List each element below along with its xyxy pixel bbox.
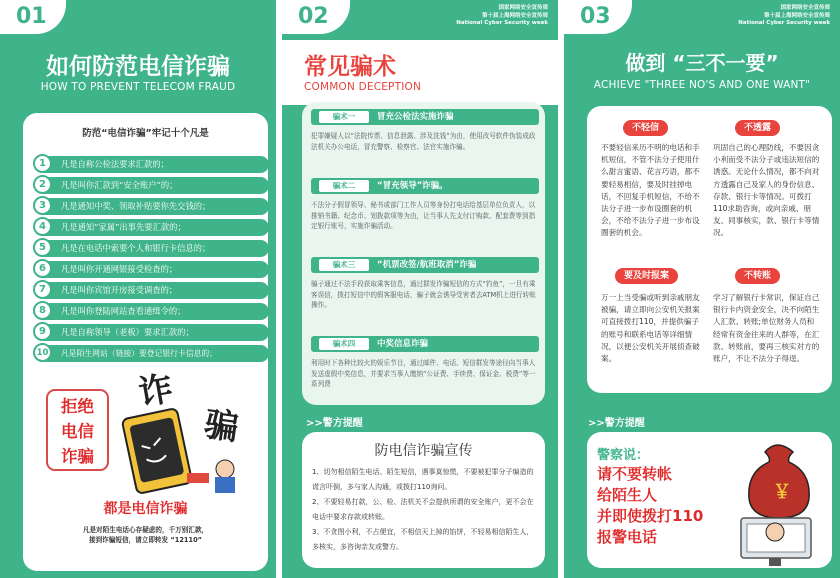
monitor-stand-icon <box>769 558 781 566</box>
fraud-phone-cartoon <box>113 365 263 495</box>
item-number: 8 <box>33 301 52 320</box>
scam-title: “冒充领导”诈骗。 <box>377 181 448 191</box>
organizer-text <box>738 5 830 28</box>
list-item <box>35 303 269 320</box>
item-text: 凡是通知“家属”出事先要汇款的； <box>61 222 186 232</box>
panel-subtitle: HOW TO PREVENT TELECOM FRAUD <box>40 81 236 93</box>
police-line: 报警电话 <box>597 528 658 546</box>
list-item <box>35 345 269 362</box>
list-item <box>35 177 269 194</box>
scam-label <box>311 336 539 352</box>
promo-item: 2、不要轻易打款，公、检、法机关不会提供所谓的安全账户，更不会在电话中要求存款或转账。 <box>312 498 534 521</box>
badge-dont-transfer: 不转账 <box>735 268 780 284</box>
panel-number: 03 <box>564 0 632 34</box>
list-item <box>35 261 269 278</box>
scam-title: “机票改签/航班取消”诈骗 <box>377 260 477 270</box>
panel-how-to-prevent <box>0 0 276 578</box>
item-number: 9 <box>33 322 52 341</box>
panel-title: 做到 “三不一要” <box>625 51 779 75</box>
refuse-fraud-box <box>46 389 109 471</box>
list-item <box>35 240 269 257</box>
scam-desc: 犯罪嫌疑人以“法院传票、信息泄露、涉及洗钱”为由，使用改号软件伪装成政法机关办公电话，冒充警察、检察官、法官实施诈骗。 <box>311 132 536 151</box>
scam-label <box>311 257 539 273</box>
item-number: 6 <box>33 259 52 278</box>
dont-transfer-text: 学习了解银行卡常识，保证自己银行卡内资金安全，决不向陌生人汇款、转账;单位财务人员和经常有资金往来的人群等，在汇款、转账前，要再三核实对方的账户，不让不法分子得逞。 <box>713 293 820 364</box>
cartoon-char-zha: 诈 <box>135 368 177 414</box>
org-line: 第十届上海网络安全宣传周 <box>481 12 548 19</box>
org-line: National Cyber Security week <box>738 20 830 26</box>
money-bag-symbol: ￥ <box>773 482 791 503</box>
three-nos-card <box>587 106 832 393</box>
thief-money-bag-cartoon <box>735 432 831 568</box>
item-number: 1 <box>33 154 52 173</box>
police-remind-heading: >>警方提醒 <box>306 418 363 429</box>
promo-item: 3、不贪图小利，不占便宜，不相信天上掉的馅饼，不轻易相信陌生人，多核实，多咨询亲友或警方。 <box>312 528 534 551</box>
list-item <box>35 156 269 173</box>
refuse-line: 电信 <box>61 422 94 441</box>
fraud-note <box>33 525 258 545</box>
promo-item: 1、切勿相信陌生电话、陌生短信，遇事莫惊慌，不要被犯罪分子编造的谎言吓倒，多与家人沟通，或拨打110询问。 <box>312 468 534 491</box>
panel-common-deception <box>282 0 558 578</box>
scam-title: 中奖信息诈骗 <box>377 339 429 349</box>
item-text: 凡是叫你汇款到“安全账户”的； <box>61 180 178 190</box>
scam-tag: 骗术三 <box>319 259 369 271</box>
card-icon <box>187 473 209 483</box>
police-remind-heading: >>警方提醒 <box>588 418 645 429</box>
thief-head-icon <box>766 523 784 541</box>
organizer-text <box>456 5 548 28</box>
promo-title: 防电信诈骗宣传 <box>374 443 473 459</box>
item-text: 凡是叫你登陆网站查看通缉令的； <box>61 306 186 316</box>
item-text: 凡是在电话中索要个人和银行卡信息的； <box>61 243 211 253</box>
badge-dont-trust: 不轻信 <box>623 120 668 136</box>
police-says-card <box>587 432 832 568</box>
badge-report-promptly: 要及时报案 <box>615 268 678 284</box>
scam-tag: 骗术一 <box>319 111 369 123</box>
scam-label <box>311 178 539 194</box>
scams-card <box>302 102 545 405</box>
list-item <box>35 324 269 341</box>
scam-title: 冒充公检法实施诈骗 <box>377 112 454 122</box>
scam-tag: 骗术二 <box>319 180 369 192</box>
scam-desc: 骗子通过不法手段获取乘客信息，通过群发诈骗短信的方式“钓鱼”，一旦有乘客误信，拨打短信中的假客服电话，骗子就会诱导受害者去ATM机上进行转账操作。 <box>311 280 536 309</box>
note-line: 凡是对陌生电话心存疑虑的，千万别汇款， <box>82 526 209 534</box>
refuse-line: 诈骗 <box>61 447 94 466</box>
list-item <box>35 282 269 299</box>
ten-rules-card <box>23 113 268 571</box>
item-number: 4 <box>33 217 52 236</box>
scam-label <box>311 109 539 125</box>
scam-desc: 不法分子假冒领导、秘书或部门工作人员等身份打电话给基层单位负责人，以推销书籍、纪念币、划拨款项等为由，让当事人先支付订购款、配套费等到指定银行账号，实施诈骗活动。 <box>311 201 536 230</box>
item-text: 凡是通知中奖、领取补贴要你先交钱的； <box>61 201 211 211</box>
item-number: 5 <box>33 238 52 257</box>
item-number: 2 <box>33 175 52 194</box>
card-heading: 防范“电信诈骗”牢记十个凡是 <box>82 128 209 139</box>
org-line: 国家网络安全宣传周 <box>780 5 830 11</box>
org-line: 国家网络安全宣传周 <box>498 5 548 11</box>
panel-title: 常见骗术 <box>304 54 396 80</box>
person-head-icon <box>216 460 234 478</box>
promo-list <box>312 465 537 555</box>
item-text: 凡是自称领导（老板）要求汇款的； <box>61 327 194 337</box>
panel-number: 01 <box>0 0 66 34</box>
dont-reveal-text: 巩固自己的心理防线，不要因贪小利而受不法分子或违法短信的诱惑。无论什么情况，都不向对方透露自己及家人的身份信息、存款、银行卡等情况。可拨打110求助咨询，或向亲戚、朋友、同事核实，款、银行卡等情况。 <box>713 143 820 238</box>
report-promptly-text: 万一上当受骗或听到亲戚朋友被骗，请立即向公安机关报案可直接拨打110，并提供骗子的账号和联系电话等详细情况，以便公安机关开展侦查破案。 <box>601 293 700 364</box>
scam-desc: 利用时下各种比较火的娱乐节目，通过邮件、电话、短信群发等途径向当事人发送虚假中奖信息，并要求当事人缴纳“公证费、手续费、保证金、税费”等一系列费 <box>311 359 536 388</box>
note-line: 接到诈骗短信，请立即转发 “12110” <box>88 536 203 544</box>
police-label: 警察说： <box>597 448 650 463</box>
item-text: 凡是叫你开通网银接受检查的； <box>61 264 178 274</box>
item-number: 10 <box>33 343 52 362</box>
org-line: 第十届上海网络安全宣传周 <box>763 12 830 19</box>
item-number: 3 <box>33 196 52 215</box>
cartoon-char-pian: 骗 <box>201 404 241 449</box>
person-body-icon <box>215 477 235 493</box>
item-text: 凡是陌生网站（链接）要登记银行卡信息的； <box>61 349 217 358</box>
scam-tag: 骗术四 <box>319 338 369 350</box>
list-item <box>35 198 269 215</box>
panel-title: 如何防范电信诈骗 <box>46 54 230 80</box>
all-fraud-heading: 都是电信诈骗 <box>103 501 188 517</box>
police-line: 给陌生人 <box>597 486 658 504</box>
item-text: 凡是自称公检法要求汇款的； <box>61 159 169 169</box>
dont-trust-text: 不要轻信来历不明的电话和手机短信，不管不法分子使用什么甜言蜜语、花言巧语，都不要轻易相信，要及时挂掉电话，不回复手机短信，不给不法分子进一步布设圈套的机会，不给不法分子进一步布设圈套的机会。 <box>601 143 700 238</box>
panel-subtitle: COMMON DECEPTION <box>304 81 422 93</box>
org-line: National Cyber Security week <box>456 20 548 26</box>
police-line: 并即使拨打110 <box>597 507 704 525</box>
promo-card <box>302 432 545 568</box>
refuse-line: 拒绝 <box>61 397 94 416</box>
item-text: 凡是叫你宾馆开房接受调查的； <box>61 285 178 295</box>
list-item <box>35 219 269 236</box>
badge-dont-reveal: 不透露 <box>735 120 780 136</box>
item-number: 7 <box>33 280 52 299</box>
panel-subtitle: ACHIEVE "THREE NO'S AND ONE WANT" <box>593 79 811 91</box>
police-line: 请不要转帐 <box>597 465 673 483</box>
panel-three-nos <box>564 0 840 578</box>
panel-number: 02 <box>282 0 350 34</box>
